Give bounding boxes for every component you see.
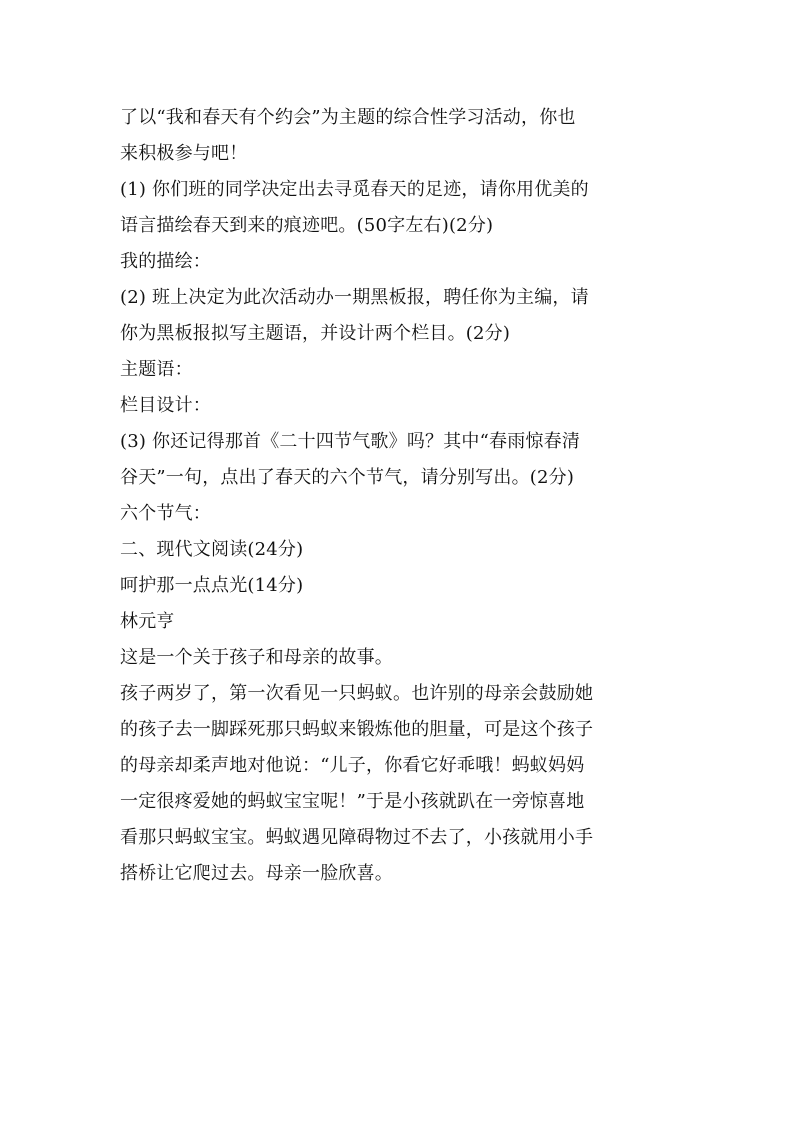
answer-label-description: 我的描绘： — [120, 251, 211, 272]
paragraph-line: 的母亲却柔声地对他说：“儿子，你看它好乖哦！蚂蚁妈妈 — [120, 755, 585, 776]
text-line: 你为黑板报拟写主题语，并设计两个栏目。(2分) — [120, 323, 511, 344]
article-author: 林元亨 — [120, 611, 175, 632]
paragraph-line: 一定很疼爱她的蚂蚁宝宝呢！”于是小孩就趴在一旁惊喜地 — [120, 791, 585, 812]
article-title: 呵护那一点点光(14分) — [120, 575, 304, 596]
answer-label-columns: 栏目设计： — [120, 395, 211, 416]
answer-label-solar-terms: 六个节气： — [120, 503, 211, 524]
answer-label-theme: 主题语： — [120, 359, 193, 380]
text-line: 语言描绘春天到来的痕迹吧。(50字左右)(2分) — [120, 215, 494, 236]
question-1: (1) 你们班的同学决定出去寻觅春天的足迹，请你用优美的 — [120, 179, 589, 200]
question-2: (2) 班上决定为此次活动办一期黑板报，聘任你为主编，请 — [120, 287, 589, 308]
text-line: 来积极参与吧！ — [120, 143, 248, 164]
paragraph-line: 这是一个关于孩子和母亲的故事。 — [120, 647, 393, 668]
question-3: (3) 你还记得那首《二十四节气歌》吗？其中“春雨惊春清 — [120, 431, 581, 452]
text-line: 了以“我和春天有个约会”为主题的综合性学习活动，你也 — [120, 107, 576, 128]
section-heading: 二、现代文阅读(24分) — [120, 539, 304, 560]
paragraph-line: 搭桥让它爬过去。母亲一脸欣喜。 — [120, 863, 393, 884]
paragraph-line: 孩子两岁了，第一次看见一只蚂蚁。也许别的母亲会鼓励她 — [120, 683, 594, 704]
document-body — [120, 100, 680, 892]
paragraph-line: 看那只蚂蚁宝宝。蚂蚁遇见障碍物过不去了，小孩就用小手 — [120, 827, 594, 848]
text-line: 谷天”一句，点出了春天的六个节气，请分别写出。(2分) — [120, 467, 575, 488]
paragraph-line: 的孩子去一脚踩死那只蚂蚁来锻炼他的胆量，可是这个孩子 — [120, 719, 594, 740]
